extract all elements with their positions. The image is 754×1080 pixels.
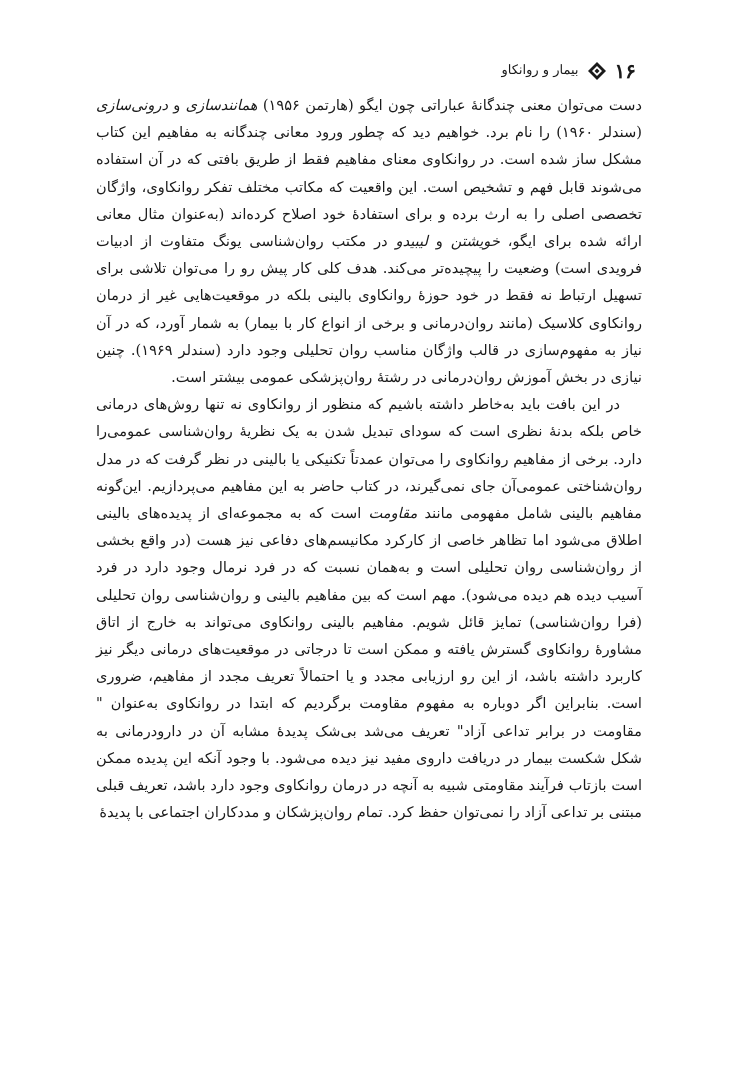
page-header xyxy=(96,54,636,88)
emphasized-term: لیبیدو xyxy=(395,233,428,251)
text-run: و xyxy=(167,97,186,114)
text-run: و xyxy=(427,233,451,251)
text-run: است که به مجموعه‌ای از پدیده‌های بالینی اطلاق می‌شود اما تظاهر خاصی از کارکرد مکانیسم‌های دفاعی نیز هست (در واقع بخشی از روان‌شناسی روان تحلیلی است و به‌همان نسبت که در فرد نرمال وجود دارد در فرد آسیب دیده هم دیده می‌شود). مهم است که بین مفاهیم بالینی و روان‌شناسی روان تحلیلی (فرا روان‌شناسی) تمایز قائل شویم. مفاهیم بالینی روانکاوی می‌تواند به خارج از اتاق مشاورهٔ روانکاوی گسترش یافته و ممکن است تا درجاتی در موقعیت‌های درمانی دیگر نیز کاربرد داشته باشد، از این رو ارزیابی مجدد و یا احتمالاً تعریف مجدد از مفاهیم، ضروری است. بنابراین اگر دوباره به مفهوم مقاومت برگردیم که ابتدا در روانکاوی به‌عنوان " مقاومت در برابر تداعی آزاد" تعریف می‌شد بی‌شک پدیدهٔ مشابه آن در دارودرمانی به شکل شکست بیمار در دریافت داروی مفید نیز دیده می‌شود. با وجود آنکه این پدیده ممکن است بازتاب فرآیند مقاومتی شبیه به آنچه در درمان روانکاوی وجود دارد باشد، تعریف قبلی مبتنی بر تداعی آزاد را نمی‌توان حفظ کرد. تمام روان‌پزشکان و مددکاران اجتماعی با پدیدهٔ xyxy=(96,505,642,822)
running-title: بیمار و روانکاو xyxy=(501,63,579,78)
text-run: (سندلر ۱۹۶۰) را نام برد. خواهیم دید که چطور ورود معانی چندگانه به مفاهیم این کتاب مشکل ساز شده است. در روانکاوی معنای مفاهیم فقط از طریق بافتی که در آن استفاده می‌شوند قابل فهم و تشخیص است. این واقعیت که مکاتب مختلف تفکر روانکاوی، واژگان تخصصی اصلی را به ارث برده و برای استفادهٔ خود اصلاح کرده‌اند (به‌عنوان مثال معانی ارائه شده برای ایگو، xyxy=(96,124,642,251)
paragraph-2 xyxy=(96,391,642,826)
text-run: دست می‌توان معنی چندگانهٔ عباراتی چون ایگو (هارتمن ۱۹۵۶) xyxy=(257,97,642,114)
page-number: ۱۶ xyxy=(614,59,636,83)
text-run: در مکتب روان‌شناسی یونگ متفاوت از ادبیات فرویدی است) وضعیت را پیچیده‌تر می‌کند. هدف کلی کار پیش رو را می‌توان تلاشی برای تسهیل ارتباط نه فقط در خود حوزهٔ روانکاوی بالینی بلکه در موقعیت‌هایی غیر از درمان روانکاوی کلاسیک (مانند روان‌درمانی و برخی از انواع کار با بیمار) به شمار آورد، که در آن نیاز به مفهوم‌سازی در قالب واژگان مناسب روان تحلیلی وجود دارد (سندلر ۱۹۶۹). چنین نیازی در بخش آموزش روان‌درمانی در رشتهٔ روان‌پزشکی عمومی بیشتر است. xyxy=(96,233,642,387)
emphasized-term: مقاومت xyxy=(368,505,418,523)
emphasized-term: درونی‌سازی xyxy=(96,97,168,114)
emphasized-term: خویشتن xyxy=(450,233,500,251)
text-run: در این بافت باید به‌خاطر داشته باشیم که منظور از روانکاوی نه تنها روش‌های درمانی خاص بلکه بدنهٔ نظری است که سودای تبدیل شدن به یک نظریهٔ روان‌شناسی عمومی‌را دارد. برخی از مفاهیم روانکاوی را می‌توان عمدتاً تکنیکی یا بالینی در نظر گرفت که در مدل روان‌شناختی عمومی‌آن جای نمی‌گیرند، در کتاب حاضر به این مفاهیم می‌پردازیم. این‌گونه مفاهیم بالینی شامل مفهومی مانند xyxy=(96,396,642,523)
body-text xyxy=(96,92,642,826)
emphasized-term: همانندسازی xyxy=(185,97,258,114)
paragraph-1 xyxy=(96,92,642,391)
diamond-ornament-icon xyxy=(587,61,607,81)
